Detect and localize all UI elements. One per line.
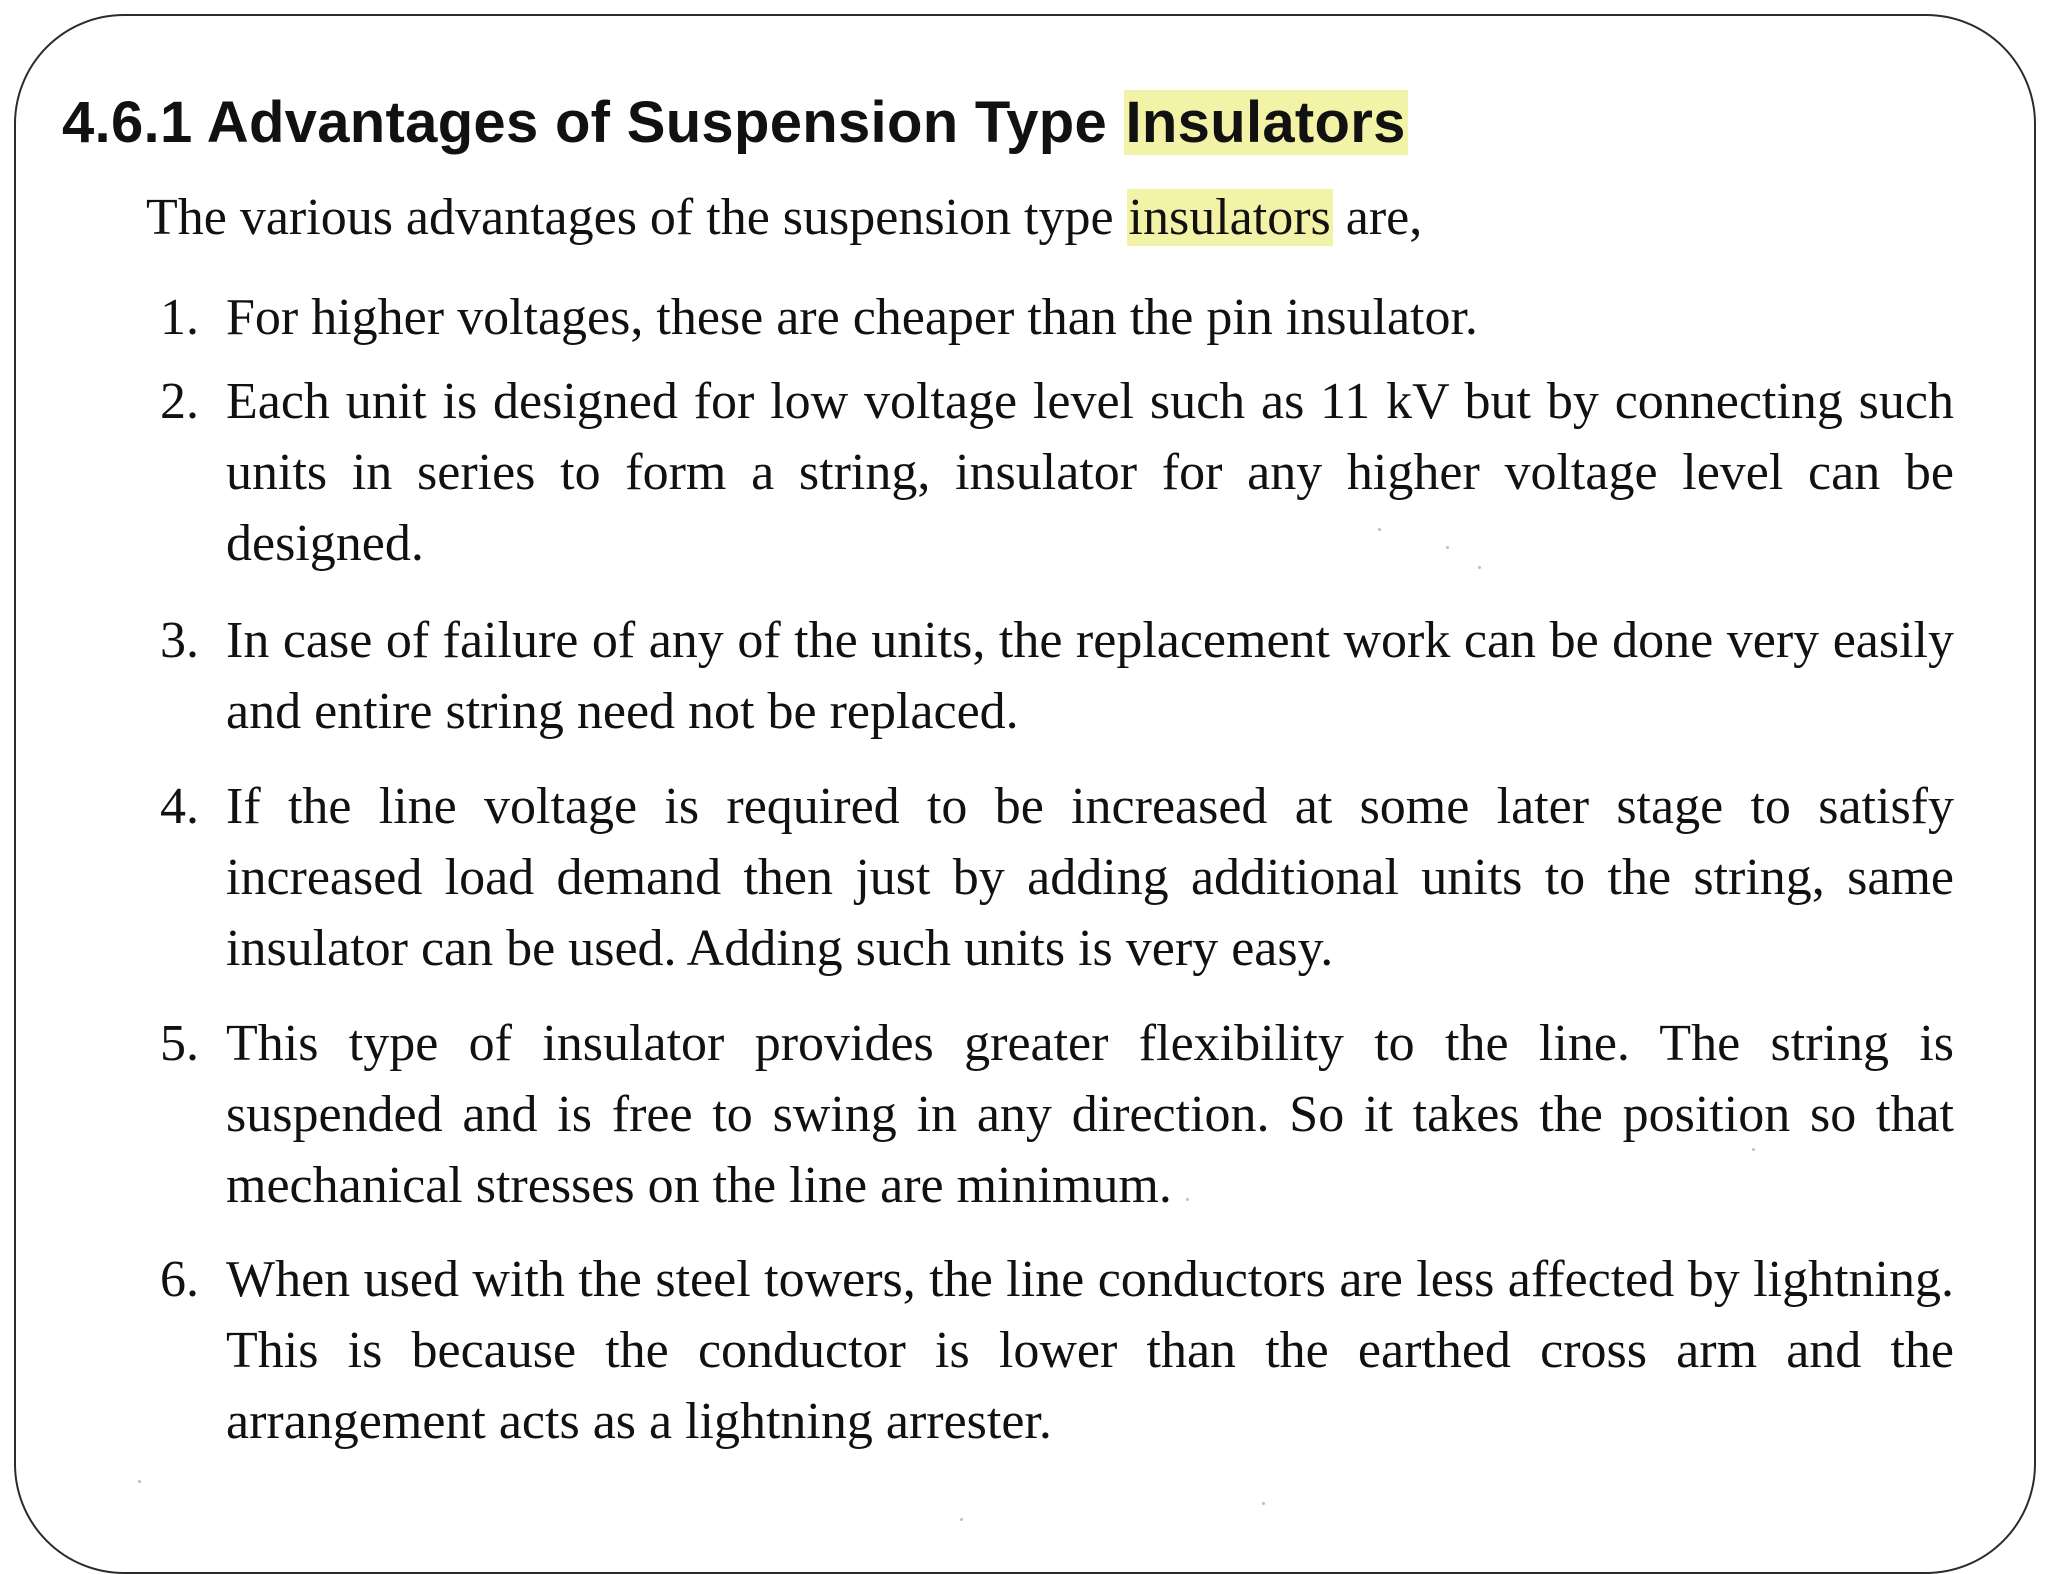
section-heading — [62, 88, 1408, 158]
intro-highlight: insulators — [1128, 189, 1331, 246]
item-text: If the line voltage is required to be increased at some later stage to satisfy increased load demand then just by adding additional units to the string, same insulator can be used. Adding such units is very easy. — [226, 778, 1954, 977]
scan-speck — [1478, 566, 1481, 569]
item-number: 5. — [160, 1015, 199, 1072]
scan-speck — [960, 1518, 963, 1521]
item-text: This type of insulator provides greater flexibility to the line. The string is suspended and is free to swing in any direction. So it takes the position so that mechanical stresses on the line are minimum. — [226, 1015, 1954, 1214]
item-number: 4. — [160, 778, 199, 835]
item-text: In case of failure of any of the units, the replacement work can be done very easily and entire string need not be replaced. — [226, 612, 1954, 740]
item-number: 3. — [160, 612, 199, 669]
item-text: Each unit is designed for low voltage level such as 11 kV but by connecting such units in series to form a string, insulator for any higher voltage level can be designed. — [226, 373, 1954, 572]
scan-speck — [1752, 1148, 1755, 1151]
scan-speck — [1262, 1502, 1265, 1505]
intro-suffix: are, — [1332, 189, 1423, 246]
item-number: 1. — [160, 289, 199, 346]
intro-sentence — [146, 186, 1422, 250]
item-text: When used with the steel towers, the line conductors are less affected by lightning. This is because the conductor is lower than the earthed cross arm and the arrangement acts as a lightning arrester. — [226, 1251, 1954, 1450]
item-number: 2. — [160, 373, 199, 430]
heading-highlight: Insulators — [1125, 90, 1406, 155]
heading-text: 4.6.1 Advantages of Suspension Type — [62, 90, 1124, 155]
intro-text: The various advantages of the suspension type — [146, 189, 1127, 246]
scan-speck — [138, 1480, 141, 1483]
scan-speck — [1446, 546, 1449, 549]
scan-speck — [1378, 528, 1381, 531]
item-text: For higher voltages, these are cheaper than the pin insulator. — [226, 289, 1478, 346]
item-number: 6. — [160, 1251, 199, 1308]
scan-speck — [1186, 1198, 1189, 1201]
